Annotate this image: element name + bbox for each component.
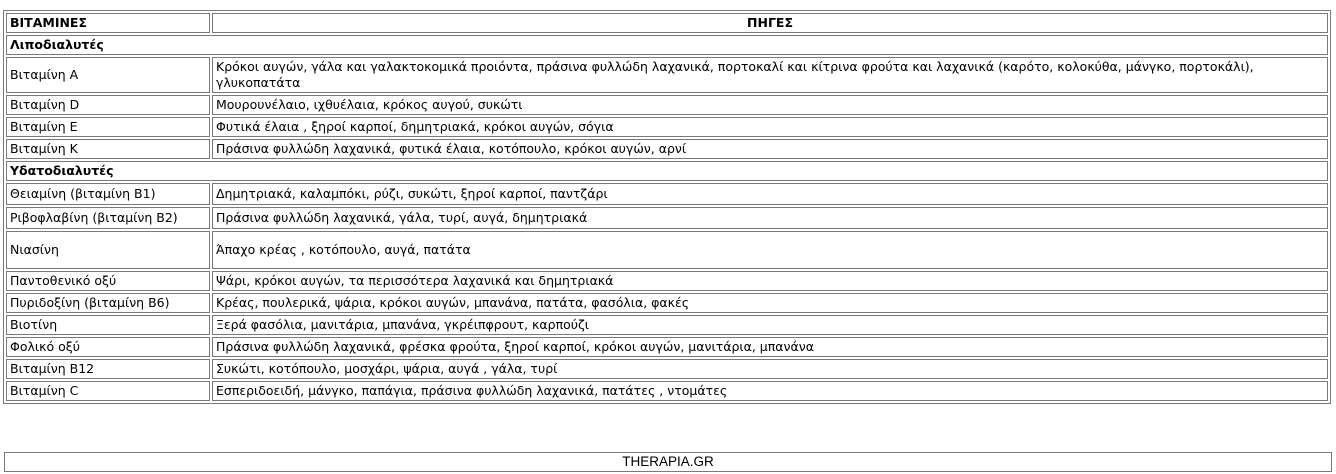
vitamin-name: Βιταμίνη D — [6, 95, 210, 115]
vitamin-name: Βιταμίνη Κ — [6, 139, 210, 159]
vitamin-name: Φολικό οξύ — [6, 337, 210, 357]
table-row — [6, 271, 1328, 291]
header-vitamins: ΒΙΤΑΜΙΝΕΣ — [6, 13, 210, 33]
vitamin-sources: Μουρουνέλαιο, ιχθυέλαια, κρόκος αυγού, συκώτι — [212, 95, 1328, 115]
table-row — [6, 337, 1328, 357]
table-row — [6, 381, 1328, 401]
table-header-row — [6, 13, 1328, 33]
table-row — [6, 207, 1328, 229]
section-title: Λιποδιαλυτές — [6, 35, 1328, 55]
vitamin-sources: Φυτικά έλαια , ξηροί καρποί, δημητριακά, κρόκοι αυγών, σόγια — [212, 117, 1328, 137]
vitamin-name: Ριβοφλαβίνη (βιταμίνη Β2) — [6, 207, 210, 229]
vitamin-sources: Δημητριακά, καλαμπόκι, ρύζι, συκώτι, ξηροί καρποί, παντζάρι — [212, 183, 1328, 205]
table-row — [6, 293, 1328, 313]
vitamin-name: Βιταμίνη C — [6, 381, 210, 401]
vitamin-sources: Κρόκοι αυγών, γάλα και γαλακτοκομικά προιόντα, πράσινα φυλλώδη λαχανικά, πορτοκαλί και κίτρινα φρούτα και λαχανικά (καρότο, κολοκύθα, μάνγκο, πορτοκάλι), γλυκοπατάτα — [212, 57, 1328, 93]
table-row — [6, 315, 1328, 335]
vitamin-name: Βιταμίνη Β12 — [6, 359, 210, 379]
table-row — [6, 117, 1328, 137]
vitamin-sources: Εσπεριδοειδή, μάνγκο, παπάγια, πράσινα φυλλώδη λαχανικά, πατάτες , ντομάτες — [212, 381, 1328, 401]
section-row-water-soluble — [6, 161, 1328, 181]
vitamins-table — [3, 10, 1331, 404]
footer-source: THERAPIA.GR — [4, 452, 1332, 472]
table-row — [6, 359, 1328, 379]
section-row-fat-soluble — [6, 35, 1328, 55]
vitamin-name: Παντοθενικό οξύ — [6, 271, 210, 291]
vitamin-sources: Κρέας, πουλερικά, ψάρια, κρόκοι αυγών, μπανάνα, πατάτα, φασόλια, φακές — [212, 293, 1328, 313]
vitamin-sources: Πράσινα φυλλώδη λαχανικά, φυτικά έλαια, κοτόπουλο, κρόκοι αυγών, αρνί — [212, 139, 1328, 159]
vitamin-name: Νιασίνη — [6, 231, 210, 269]
section-title: Υδατοδιαλυτές — [6, 161, 1328, 181]
vitamins-table-wrapper — [3, 10, 1331, 404]
table-row — [6, 231, 1328, 269]
table-row — [6, 57, 1328, 93]
vitamin-name: Θειαμίνη (βιταμίνη Β1) — [6, 183, 210, 205]
table-row — [6, 183, 1328, 205]
table-row — [6, 139, 1328, 159]
vitamin-name: Βιταμίνη Α — [6, 57, 210, 93]
vitamin-name: Πυριδοξίνη (βιταμίνη Β6) — [6, 293, 210, 313]
vitamin-sources: Πράσινα φυλλώδη λαχανικά, γάλα, τυρί, αυγά, δημητριακά — [212, 207, 1328, 229]
vitamin-sources: Συκώτι, κοτόπουλο, μοσχάρι, ψάρια, αυγά , γάλα, τυρί — [212, 359, 1328, 379]
table-row — [6, 95, 1328, 115]
vitamin-sources: Άπαχο κρέας , κοτόπουλο, αυγά, πατάτα — [212, 231, 1328, 269]
vitamin-name: Βιοτίνη — [6, 315, 210, 335]
vitamin-sources: Ψάρι, κρόκοι αυγών, τα περισσότερα λαχανικά και δημητριακά — [212, 271, 1328, 291]
header-sources: ΠΗΓΕΣ — [212, 13, 1328, 33]
vitamin-sources: Πράσινα φυλλώδη λαχανικά, φρέσκα φρούτα, ξηροί καρποί, κρόκοι αυγών, μανιτάρια, μπανάνα — [212, 337, 1328, 357]
vitamin-name: Βιταμίνη Ε — [6, 117, 210, 137]
vitamin-sources: Ξερά φασόλια, μανιτάρια, μπανάνα, γκρέιπφρουτ, καρπούζι — [212, 315, 1328, 335]
